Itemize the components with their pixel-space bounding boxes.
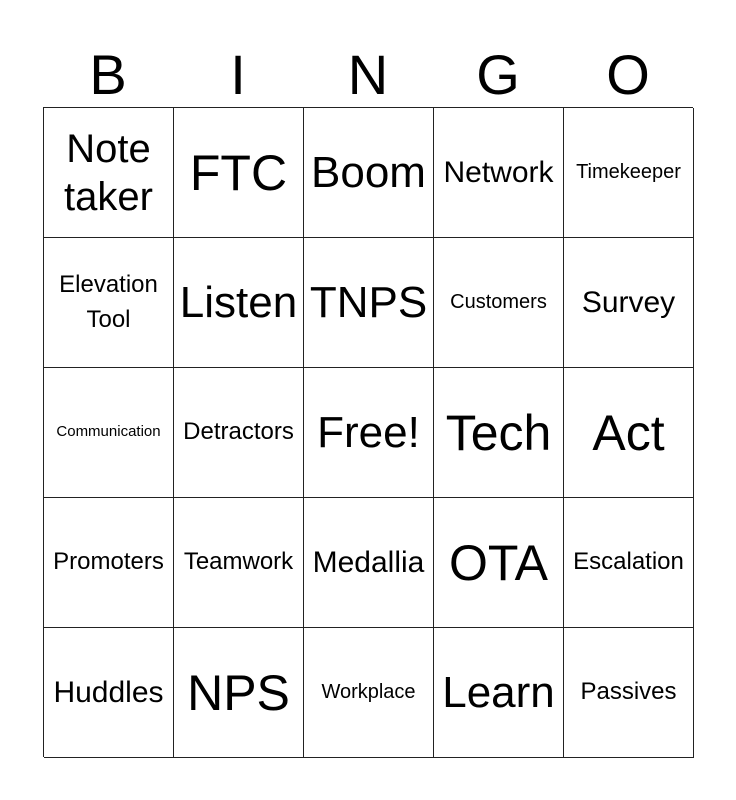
cell-label: Note taker	[64, 126, 153, 219]
bingo-cell[interactable]	[434, 628, 564, 758]
header-letter-b: B	[89, 43, 127, 106]
bingo-cell[interactable]	[434, 368, 564, 498]
bingo-cell[interactable]	[44, 108, 174, 238]
bingo-cell[interactable]	[44, 368, 174, 498]
cell-label: Free!	[317, 407, 420, 457]
cell-label: Detractors	[183, 418, 294, 446]
bingo-cell[interactable]	[304, 628, 434, 758]
cell-label: Boom	[311, 147, 426, 197]
cell-label: Elevation Tool	[59, 270, 158, 333]
bingo-cell[interactable]	[304, 368, 434, 498]
bingo-cell[interactable]	[174, 498, 304, 628]
bingo-cell[interactable]	[564, 368, 694, 498]
bingo-cell[interactable]	[44, 628, 174, 758]
bingo-cell[interactable]	[564, 498, 694, 628]
cell-label: Teamwork	[183, 548, 294, 576]
cell-label: Promoters	[53, 548, 164, 576]
cell-label: Timekeeper	[576, 161, 681, 184]
bingo-cell[interactable]	[304, 238, 434, 368]
cell-label: Act	[592, 404, 665, 461]
bingo-cell[interactable]	[174, 628, 304, 758]
cell-label: Learn	[442, 667, 555, 717]
bingo-cell[interactable]	[434, 238, 564, 368]
bingo-board	[43, 107, 693, 757]
bingo-cell[interactable]	[564, 238, 694, 368]
cell-label: NPS	[187, 664, 290, 721]
cell-label: Survey	[581, 285, 676, 319]
bingo-cell[interactable]	[434, 108, 564, 238]
cell-label: FTC	[189, 144, 288, 201]
cell-label: Listen	[179, 277, 298, 327]
bingo-cell[interactable]	[174, 108, 304, 238]
bingo-cell[interactable]	[44, 498, 174, 628]
cell-label: Escalation	[573, 548, 684, 576]
bingo-cell[interactable]	[174, 368, 304, 498]
bingo-cell[interactable]	[434, 498, 564, 628]
bingo-cell[interactable]	[564, 628, 694, 758]
header-letter-g: G	[476, 43, 520, 106]
bingo-cell[interactable]	[174, 238, 304, 368]
header-letter-i: I	[230, 43, 246, 106]
cell-label: OTA	[448, 534, 549, 591]
bingo-cell[interactable]	[304, 498, 434, 628]
cell-label: Network	[443, 155, 554, 189]
cell-label: TNPS	[309, 277, 428, 327]
cell-label: Huddles	[53, 675, 164, 709]
bingo-cell[interactable]	[564, 108, 694, 238]
header-letter-o: O	[606, 43, 650, 106]
bingo-cell[interactable]	[44, 238, 174, 368]
header-letter-n: N	[347, 43, 389, 106]
bingo-header	[43, 40, 693, 110]
bingo-cell[interactable]	[304, 108, 434, 238]
cell-label: Medallia	[312, 545, 425, 579]
cell-label: Passives	[580, 678, 677, 706]
cell-label: Tech	[445, 404, 552, 461]
cell-label: Customers	[450, 291, 547, 314]
cell-label: Communication	[56, 423, 161, 441]
cell-label: Workplace	[321, 681, 416, 704]
